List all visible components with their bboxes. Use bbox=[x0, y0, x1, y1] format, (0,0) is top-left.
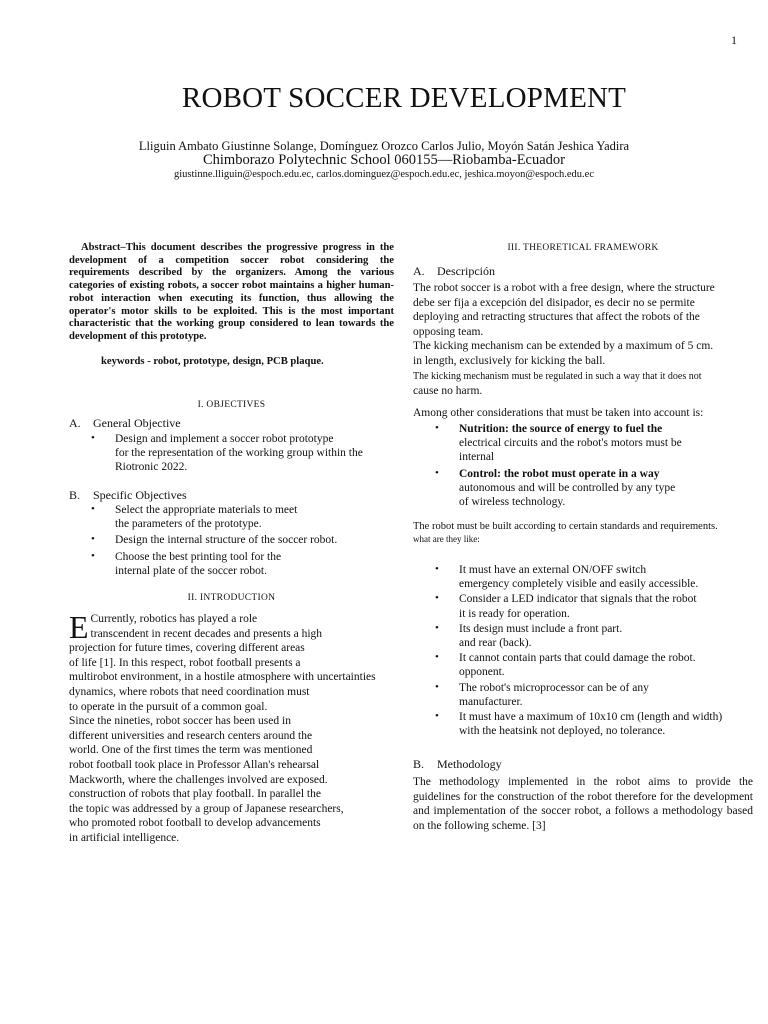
text-line: construction of robots that play football. In parallel the bbox=[69, 788, 321, 801]
text-line: who promoted robot football to develop advancements bbox=[69, 817, 321, 830]
list-item bbox=[413, 622, 753, 650]
bullet-icon: • bbox=[435, 621, 439, 634]
subsection-letter: A. bbox=[413, 264, 425, 278]
list-item-line: it is ready for operation. bbox=[459, 607, 570, 620]
text-line: Since the nineties, robot soccer has been used in bbox=[69, 715, 291, 728]
bullet-icon: • bbox=[91, 432, 95, 444]
list-item-line: The robot's microprocessor can be of any bbox=[459, 681, 649, 694]
abstract-text: Abstract–This document describes the progressive progress in the development of a competition soccer robot considering the requirements described by the organizers. Among the various categories of existing robots, a soccer robot maintains a higher human-robot interaction when executing its function, thus allowing the operator's motor skills to be exploited. This is the most important characteristic that the working group considered to lean towards the development of this prototype. bbox=[69, 242, 394, 342]
text-line: deploying and retracting structures that affect the robots of the bbox=[413, 311, 700, 324]
descripcion-body bbox=[413, 281, 753, 399]
list-item bbox=[413, 422, 753, 465]
list-item-line: electrical circuits and the robot's motors must be bbox=[459, 437, 682, 450]
list-item bbox=[69, 550, 394, 578]
keywords: keywords - robot, prototype, design, PCB plaque. bbox=[101, 356, 324, 367]
text-line: The robot must be built according to certain standards and requirements. bbox=[413, 521, 718, 532]
text-line: The kicking mechanism must be regulated in such a way that it does not bbox=[413, 370, 702, 382]
list-item-line: internal plate of the soccer robot. bbox=[115, 564, 267, 577]
list-item-line: autonomous and will be controlled by any type bbox=[459, 481, 676, 494]
requirements-list bbox=[413, 563, 753, 738]
subsection-title: Specific Objectives bbox=[93, 488, 187, 502]
introduction-body bbox=[69, 609, 394, 846]
author-list: Lliguin Ambato Giustinne Solange, Domínguez Orozco Carlos Julio, Moyón Satán Jeshica Yadira bbox=[138, 139, 630, 153]
list-item bbox=[413, 681, 753, 709]
subsection-descripcion bbox=[413, 264, 753, 278]
list-item-line: Consider a LED indicator that signals that the robot bbox=[459, 593, 697, 606]
section-heading-introduction: II. INTRODUCTION bbox=[187, 593, 276, 603]
subsection-title: Descripción bbox=[437, 264, 495, 278]
subsection-methodology bbox=[413, 757, 753, 771]
text-line: of life [1]. In this respect, robot football presents a bbox=[69, 656, 301, 669]
subsection-letter: B. bbox=[69, 488, 81, 502]
text-line: cause no harm. bbox=[413, 384, 483, 397]
text-line: to operate in the pursuit of a common goal. bbox=[69, 700, 268, 713]
text-line: Mackworth, where the challenges involved are exposed. bbox=[69, 773, 328, 786]
author-emails: giustinne.lliguin@espoch.edu.ec, carlos.dominguez@espoch.edu.ec, jeshica.moyon@espoch.edu.ec bbox=[173, 169, 594, 180]
list-item-line: It must have a maximum of 10x10 cm (length and width) bbox=[459, 711, 723, 724]
standards-text bbox=[413, 520, 753, 546]
section-heading-objectives: I. OBJECTIVES bbox=[197, 400, 266, 410]
paper-title: ROBOT SOCCER DEVELOPMENT bbox=[181, 82, 627, 114]
page-number: 1 bbox=[731, 33, 737, 47]
bullet-icon: • bbox=[435, 651, 439, 664]
list-item-line: It cannot contain parts that could damage the robot. bbox=[459, 652, 696, 665]
text-line: opposing team. bbox=[413, 325, 484, 338]
list-item-line: Its design must include a front part. bbox=[459, 622, 623, 635]
list-item-line: Design and implement a soccer robot prototype bbox=[115, 433, 334, 445]
list-item-line: for the representation of the working group within the bbox=[115, 447, 363, 460]
text-line: robot football took place in Professor Allan's rehearsal bbox=[69, 758, 320, 771]
bullet-icon: • bbox=[91, 503, 95, 515]
list-item-line: Select the appropriate materials to meet bbox=[115, 504, 298, 516]
list-item-line: Control: the robot must operate in a way bbox=[459, 467, 660, 480]
text-line: The kicking mechanism can be extended by a maximum of 5 cm. bbox=[413, 340, 714, 353]
list-item-line: It must have an external ON/OFF switch bbox=[459, 564, 647, 576]
text-line: the topic was addressed by a group of Japanese researchers, bbox=[69, 802, 344, 815]
subsection-title: General Objective bbox=[93, 416, 181, 430]
bullet-icon: • bbox=[435, 563, 439, 575]
list-item bbox=[69, 533, 394, 547]
bullet-icon: • bbox=[435, 592, 439, 605]
text-line: dynamics, where robots that need coordination must bbox=[69, 685, 310, 698]
list-item-line: with the heatsink not deployed, no tolerance. bbox=[459, 725, 666, 738]
subsection-specific-objectives bbox=[69, 488, 394, 502]
list-item-line: of wireless technology. bbox=[459, 496, 566, 509]
list-item bbox=[413, 563, 753, 591]
list-item-line: manufacturer. bbox=[459, 695, 523, 708]
text-line: world. One of the first times the term was mentioned bbox=[69, 744, 313, 757]
general-objective-list bbox=[69, 432, 394, 475]
section-heading-framework: III. THEORETICAL FRAMEWORK bbox=[507, 243, 659, 253]
list-item-line: Choose the best printing tool for the bbox=[115, 550, 282, 563]
list-item-line: Design the internal structure of the soccer robot. bbox=[115, 534, 338, 547]
list-item-line: Nutrition: the source of energy to fuel the bbox=[459, 423, 663, 435]
list-item-line: and rear (back). bbox=[459, 637, 532, 650]
list-item-line: internal bbox=[459, 451, 495, 464]
list-item-line: emergency completely visible and easily accessible. bbox=[459, 578, 699, 591]
subsection-general-objective bbox=[69, 416, 394, 430]
methodology-body: The methodology implemented in the robot aims to provide the guidelines for the construction of the robot therefore for the development and implementation of the soccer robot, a follows a methodology based on the following scheme. [3] bbox=[413, 776, 753, 832]
list-item bbox=[413, 710, 753, 738]
drop-cap: E bbox=[69, 609, 89, 645]
text-line: transcendent in recent decades and presents a high bbox=[90, 627, 323, 640]
list-item-line: Riotronic 2022. bbox=[115, 461, 188, 474]
considerations-intro: Among other considerations that must be taken into account is: bbox=[413, 407, 704, 419]
affiliation: Chimborazo Polytechnic School 060155—Riobamba-Ecuador bbox=[202, 152, 566, 168]
text-line: debe ser fija a excepción del disipador, es decir no se permite bbox=[413, 296, 695, 309]
bullet-icon: • bbox=[91, 549, 95, 562]
text-line: what are they like: bbox=[413, 534, 480, 544]
list-item-line: opponent. bbox=[459, 666, 505, 679]
bullet-icon: • bbox=[435, 710, 439, 723]
text-line: Currently, robotics has played a role bbox=[90, 613, 258, 625]
text-line: different universities and research centers around the bbox=[69, 729, 313, 742]
abstract bbox=[69, 242, 394, 344]
specific-objective-list bbox=[69, 503, 394, 578]
bullet-icon: • bbox=[435, 680, 439, 693]
list-item bbox=[69, 503, 394, 531]
text-line: The robot soccer is a robot with a free design, where the structure bbox=[413, 282, 715, 294]
list-item-line: the parameters of the prototype. bbox=[115, 518, 262, 531]
subsection-title: Methodology bbox=[437, 757, 502, 771]
subsection-letter: B. bbox=[413, 757, 425, 771]
bullet-icon: • bbox=[435, 466, 439, 479]
text-line: multirobot environment, in a hostile atmosphere with uncertainties bbox=[69, 671, 376, 684]
bullet-icon: • bbox=[435, 422, 439, 434]
list-item bbox=[69, 432, 394, 475]
list-item bbox=[413, 467, 753, 510]
text-line: in artificial intelligence. bbox=[69, 831, 180, 844]
text-line: projection for future times, covering different areas bbox=[69, 642, 305, 655]
considerations-list bbox=[413, 422, 753, 509]
list-item bbox=[413, 592, 753, 620]
bullet-icon: • bbox=[91, 533, 95, 546]
text-line: in length, exclusively for kicking the ball. bbox=[413, 354, 606, 367]
list-item bbox=[413, 651, 753, 679]
subsection-letter: A. bbox=[69, 416, 81, 430]
